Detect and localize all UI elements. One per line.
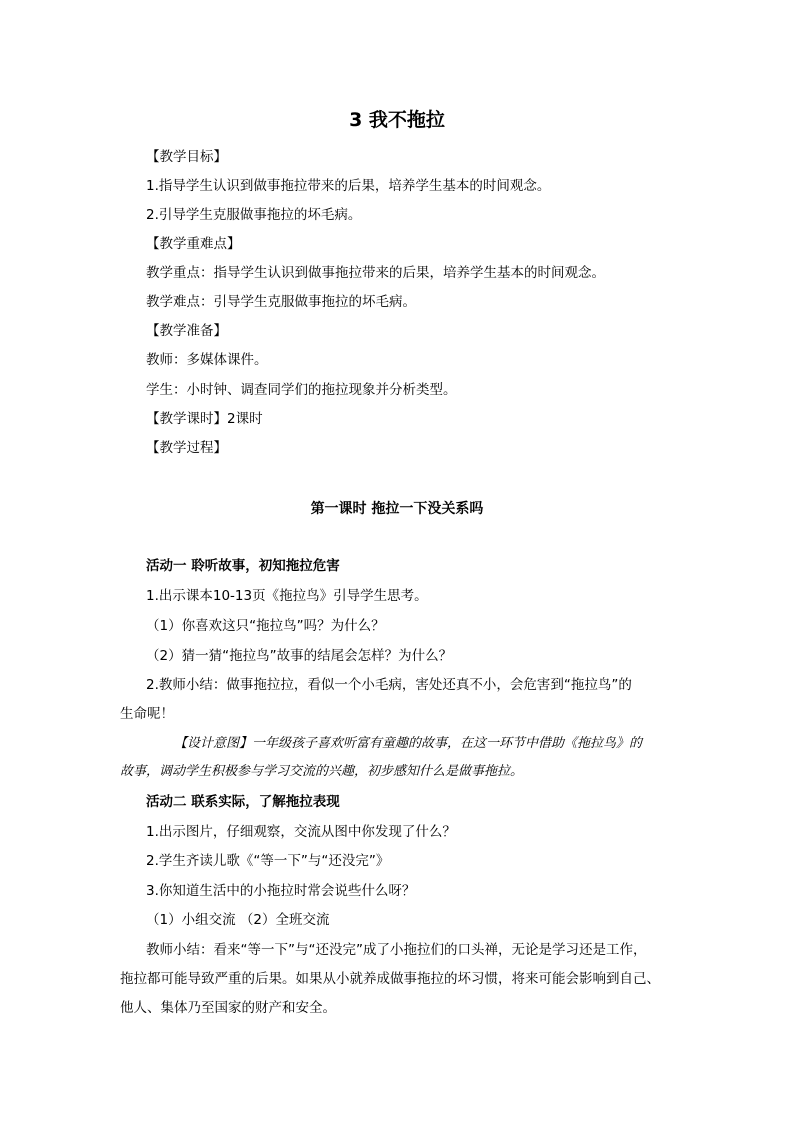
objective-2: 2.引导学生克服做事拖拉的坏毛病。	[146, 207, 362, 223]
activity-1-heading: 活动一 聆听故事，初知拖拉危害	[146, 558, 340, 574]
design-intent	[120, 730, 680, 786]
activity-1-summary-line-2: 生命呢！	[120, 706, 174, 722]
activity-1-step-1: 1.出示课本10-13页《拖拉鸟》引导学生思考。	[146, 588, 428, 604]
activity-2-step-3: 3.你知道生活中的小拖拉时常会说些什么呀？	[146, 883, 416, 899]
difficult-point: 教学难点：引导学生克服做事拖拉的坏毛病。	[146, 294, 416, 310]
activity-2-summary-line-1: 教师小结：看来“等一下”与“还没完”成了小拖拉们的口头禅，无论是学习还是工作，	[146, 942, 647, 958]
section-heading-key-points: 【教学重难点】	[146, 236, 241, 252]
design-intent-line-1: 【设计意图】一年级孩子喜欢听富有童趣的故事，在这一环节中借助《拖拉鸟》的	[174, 736, 643, 751]
activity-2-step-1: 1.出示图片，仔细观察，交流从图中你发现了什么？	[146, 824, 456, 840]
student-preparation: 学生：小时钟、调查同学们的拖拉现象并分析类型。	[146, 382, 457, 398]
document-title: 3 我不拖拉	[349, 109, 445, 131]
lesson-title: 第一课时 拖拉一下没关系吗	[310, 501, 484, 517]
activity-1-summary-line-1: 2.教师小结：做事拖拉拉，看似一个小毛病，害处还真不小，会危害到“拖拉鸟”的	[146, 677, 632, 693]
section-heading-periods: 【教学课时】2课时	[146, 411, 263, 427]
activity-2-heading: 活动二 联系实际，了解拖拉表现	[146, 794, 340, 810]
key-point: 教学重点：指导学生认识到做事拖拉带来的后果，培养学生基本的时间观念。	[146, 265, 605, 281]
activity-2-summary-line-2: 拖拉都可能导致严重的后果。如果从小就养成做事拖拉的坏习惯，将来可能会影响到自己、	[120, 971, 660, 987]
activity-2-summary-line-3: 他人、集体乃至国家的财产和安全。	[120, 1000, 336, 1016]
activity-1-question-2: （2）猜一猜“拖拉鸟”故事的结尾会怎样？为什么？	[146, 648, 453, 664]
activity-2-sub-steps: （1）小组交流 （2）全班交流	[146, 912, 330, 928]
activity-2-step-2: 2.学生齐读儿歌《“等一下”与“还没完”》	[146, 853, 390, 869]
section-heading-process: 【教学过程】	[146, 440, 227, 456]
teacher-preparation: 教师：多媒体课件。	[146, 352, 268, 368]
activity-1-question-1: （1）你喜欢这只“拖拉鸟”吗？为什么？	[146, 618, 385, 634]
section-heading-objectives: 【教学目标】	[146, 149, 227, 165]
section-heading-preparation: 【教学准备】	[146, 323, 227, 339]
design-intent-line-2: 故事，调动学生积极参与学习交流的兴趣，初步感知什么是做事拖拉。	[120, 764, 524, 779]
objective-1: 1.指导学生认识到做事拖拉带来的后果，培养学生基本的时间观念。	[146, 178, 551, 194]
